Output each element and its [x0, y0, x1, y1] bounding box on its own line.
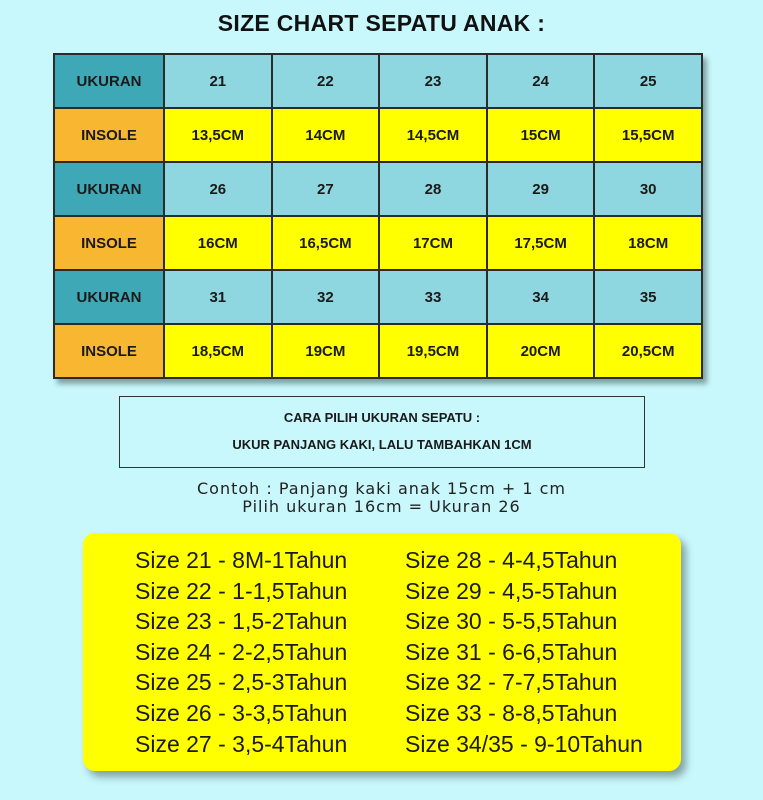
insole-row	[54, 216, 702, 270]
size-cell: 31	[164, 270, 272, 324]
age-guide-item: Size 28 - 4-4,5Tahun	[405, 547, 618, 573]
age-guide-box	[83, 533, 681, 771]
insole-row-label: INSOLE	[54, 216, 164, 270]
size-cell: 32	[272, 270, 380, 324]
size-table-body	[54, 54, 702, 378]
insole-cell: 17,5CM	[487, 216, 595, 270]
age-guide-item: Size 21 - 8M-1Tahun	[135, 547, 348, 573]
size-cell: 22	[272, 54, 380, 108]
how-to-instruction: UKUR PANJANG KAKI, LALU TAMBAHKAN 1CM	[232, 437, 532, 452]
size-table	[53, 53, 703, 379]
insole-cell: 16CM	[164, 216, 272, 270]
age-guide-item: Size 29 - 4,5-5Tahun	[405, 577, 618, 604]
insole-cell: 19,5CM	[379, 324, 487, 378]
age-guide-item: Size 22 - 1-1,5Tahun	[135, 577, 348, 604]
size-chart-table	[53, 53, 703, 379]
size-cell: 25	[594, 54, 702, 108]
insole-row	[54, 324, 702, 378]
size-cell: 28	[379, 162, 487, 216]
size-row	[54, 270, 702, 324]
age-guide-item: Size 26 - 3-3,5Tahun	[135, 699, 348, 726]
size-row	[54, 54, 702, 108]
example-line-2: Pilih ukuran 16cm = Ukuran 26	[242, 497, 521, 516]
size-cell: 30	[594, 162, 702, 216]
size-cell: 33	[379, 270, 487, 324]
insole-cell: 15CM	[487, 108, 595, 162]
size-cell: 21	[164, 54, 272, 108]
size-row	[54, 162, 702, 216]
age-guide-item: Size 23 - 1,5-2Tahun	[135, 608, 348, 635]
age-guide-item: Size 30 - 5-5,5Tahun	[405, 608, 618, 635]
ukuran-row-label: UKURAN	[54, 162, 164, 216]
insole-cell: 16,5CM	[272, 216, 380, 270]
insole-cell: 18,5CM	[164, 324, 272, 378]
age-guide-item: Size 31 - 6-6,5Tahun	[405, 638, 618, 665]
size-cell: 23	[379, 54, 487, 108]
insole-cell: 19CM	[272, 324, 380, 378]
example-text	[0, 480, 763, 516]
age-guide-right-column	[405, 545, 643, 759]
insole-cell: 14CM	[272, 108, 380, 162]
insole-cell: 20CM	[487, 324, 595, 378]
insole-cell: 17CM	[379, 216, 487, 270]
insole-cell: 13,5CM	[164, 108, 272, 162]
insole-row	[54, 108, 702, 162]
ukuran-row-label: UKURAN	[54, 54, 164, 108]
insole-row-label: INSOLE	[54, 108, 164, 162]
insole-cell: 20,5CM	[594, 324, 702, 378]
how-to-title: CARA PILIH UKURAN SEPATU :	[283, 410, 481, 425]
insole-row-label: INSOLE	[54, 324, 164, 378]
age-guide-item: Size 24 - 2-2,5Tahun	[135, 638, 348, 665]
age-guide-left-column	[135, 545, 347, 759]
insole-cell: 14,5CM	[379, 108, 487, 162]
size-cell: 24	[487, 54, 595, 108]
insole-cell: 15,5CM	[594, 108, 702, 162]
ukuran-row-label: UKURAN	[54, 270, 164, 324]
age-guide-item: Size 33 - 8-8,5Tahun	[405, 699, 618, 726]
age-guide-item: Size 27 - 3,5-4Tahun	[135, 730, 348, 757]
size-cell: 29	[487, 162, 595, 216]
age-guide-item: Size 25 - 2,5-3Tahun	[135, 669, 348, 696]
example-line-1: Contoh : Panjang kaki anak 15cm + 1 cm	[196, 479, 567, 498]
page-title: SIZE CHART SEPATU ANAK :	[217, 10, 546, 36]
size-cell: 26	[164, 162, 272, 216]
size-cell: 27	[272, 162, 380, 216]
age-guide-item: Size 32 - 7-7,5Tahun	[405, 669, 618, 696]
size-cell: 34	[487, 270, 595, 324]
size-cell: 35	[594, 270, 702, 324]
insole-cell: 18CM	[594, 216, 702, 270]
how-to-box	[119, 396, 645, 468]
age-guide-item: Size 34/35 - 9-10Tahun	[405, 730, 643, 757]
